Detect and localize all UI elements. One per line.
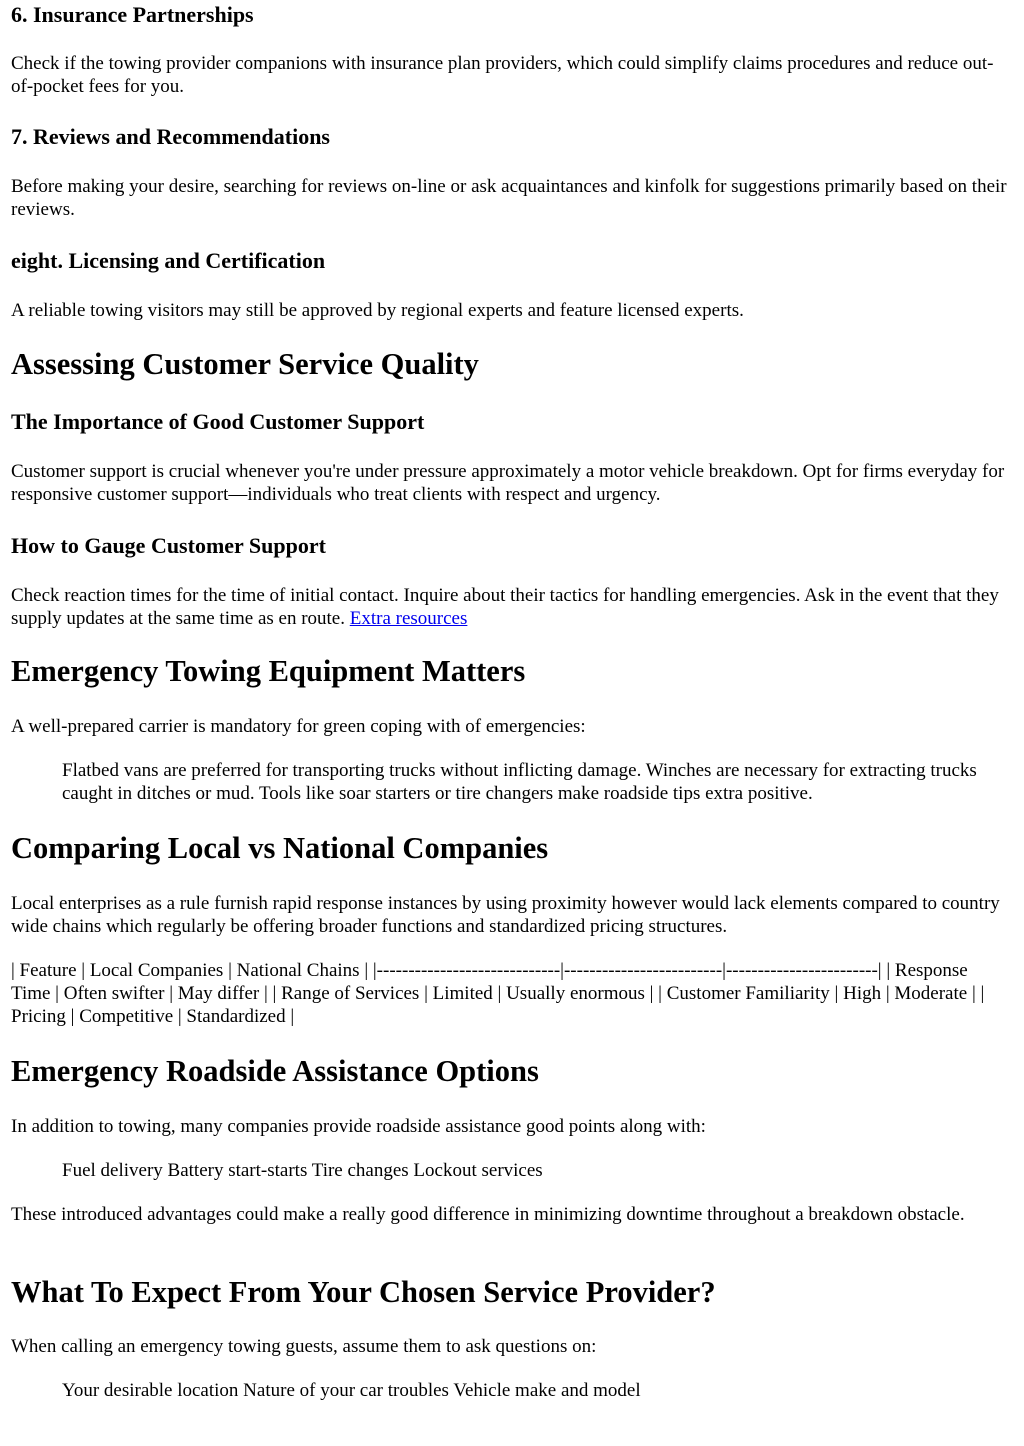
heading-roadside-assistance: Emergency Roadside Assistance Options <box>11 1054 539 1088</box>
heading-insurance-partnerships: 6. Insurance Partnerships <box>11 2 254 27</box>
blockquote-roadside-services: Fuel delivery Battery start-starts Tire changes Lockout services <box>62 1160 543 1181</box>
paragraph-importance: Customer support is crucial whenever you're under pressure approximately a motor vehicle breakdown. Opt for firms everyday for responsive customer support—individuals who treat clients with respect and urgency. <box>11 461 1005 506</box>
blockquote-expect-questions: Your desirable location Nature of your car troubles Vehicle make and model <box>62 1380 641 1401</box>
heading-towing-equipment: Emergency Towing Equipment Matters <box>11 654 526 688</box>
heading-local-vs-national: Comparing Local vs National Companies <box>11 831 549 865</box>
heading-reviews: 7. Reviews and Recommendations <box>11 124 330 149</box>
paragraph-roadside: In addition to towing, many companies provide roadside assistance good points along with: <box>11 1116 706 1137</box>
heading-assessing-service: Assessing Customer Service Quality <box>11 347 479 381</box>
paragraph-reviews: Before making your desire, searching for reviews on-line or ask acquaintances and kinfolk for suggestions primarily based on their reviews. <box>11 176 1007 221</box>
blockquote-equipment: Flatbed vans are preferred for transporting trucks without inflicting damage. Winches are necessary for extracting trucks caught in ditches or mud. Tools like soar starters or tire changers make roadside tips extra positive. <box>62 760 977 805</box>
paragraph-equipment: A well-prepared carrier is mandatory for green coping with of emergencies: <box>11 716 586 737</box>
paragraph-expect: When calling an emergency towing guests, assume them to ask questions on: <box>11 1336 597 1357</box>
paragraph-insurance: Check if the towing provider companions with insurance plan providers, which could simplify claims procedures and reduce out-of-pocket fees for you. <box>11 53 994 98</box>
paragraph-comparison-table: | Feature | Local Companies | National Chains | |-----------------------------|-------------------------|------------------------| | Response Time | Often swifter | May differ | | Range of Services | Limited | Usually enormous | | Customer Familiarity | High | Moderate | | Pricing | Competitive | Standardized | <box>11 960 985 1028</box>
heading-importance-support: The Importance of Good Customer Support <box>11 409 425 434</box>
heading-licensing: eight. Licensing and Certification <box>11 248 326 273</box>
paragraph-licensing: A reliable towing visitors may still be approved by regional experts and feature licensed experts. <box>11 300 744 321</box>
heading-gauge-support: How to Gauge Customer Support <box>11 533 326 558</box>
paragraph-gauge <box>11 584 1011 630</box>
extra-resources-link[interactable]: Extra resources <box>349 608 468 630</box>
heading-what-to-expect: What To Expect From Your Chosen Service Provider? <box>11 1275 716 1309</box>
paragraph-advantages: These introduced advantages could make a really good difference in minimizing downtime throughout a breakdown obstacle. <box>11 1204 965 1225</box>
paragraph-gauge-text: Check reaction times for the time of initial contact. Inquire about their tactics for handling emergencies. Ask in the event that they supply updates at the same time as en route. <box>11 585 999 630</box>
paragraph-comparing: Local enterprises as a rule furnish rapid response instances by using proximity however would lack elements compared to country wide chains which regularly be offering broader functions and standardized pricing structures. <box>11 893 1000 938</box>
